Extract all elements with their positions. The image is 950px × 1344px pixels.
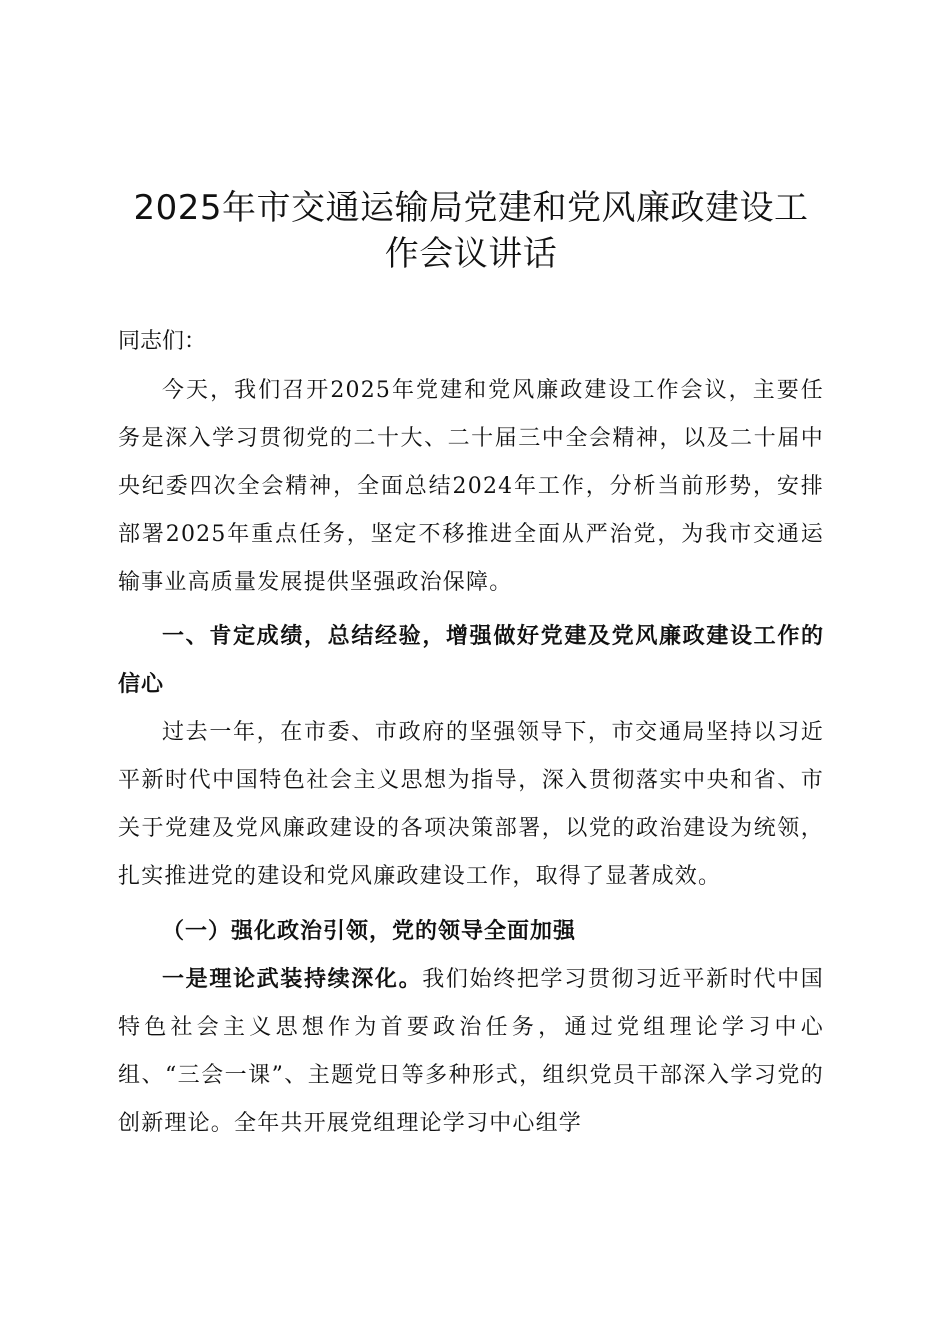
point-1-text: 我们始终把学习贯彻习近平新时代中国特色社会主义思想作为首要政治任务，通过党组理论学习中心组、“三会一课”、主题党日等多种形式，组织党员干部深入学习党的创新理论。全年共开展党组理论学习中心组学 <box>118 967 824 1136</box>
section-1-paragraph: 过去一年，在市委、市政府的坚强领导下，市交通局坚持以习近平新时代中国特色社会主义思想为指导，深入贯彻落实中央和省、市关于党建及党风廉政建设的各项决策部署，以党的政治建设为统领，扎实推进党的建设和党风廉政建设工作，取得了显著成效。 <box>118 720 824 889</box>
title-line-1: 2025年市交通运输局党建和党风廉政建设工 <box>133 188 809 228</box>
point-1-paragraph <box>118 955 824 1148</box>
section-1-heading: 一、肯定成绩，总结经验，增强做好党建及党风廉政建设工作的信心 <box>118 624 824 697</box>
document-body <box>118 367 824 1148</box>
title-line-2: 作会议讲话 <box>384 234 558 274</box>
document-title <box>118 185 824 277</box>
subsection-1-heading: （一）强化政治引领，党的领导全面加强 <box>162 918 577 944</box>
intro-paragraph: 今天，我们召开2025年党建和党风廉政建设工作会议，主要任务是深入学习贯彻党的二十大、二十届三中全会精神，以及二十届中央纪委四次全会精神，全面总结2024年工作，分析当前形势，安排部署2025年重点任务，坚定不移推进全面从严治党，为我市交通运输事业高质量发展提供坚强政治保障。 <box>118 378 824 595</box>
point-1-lead: 一是理论武装持续深化。 <box>162 966 423 992</box>
salutation: 同志们： <box>118 329 207 354</box>
